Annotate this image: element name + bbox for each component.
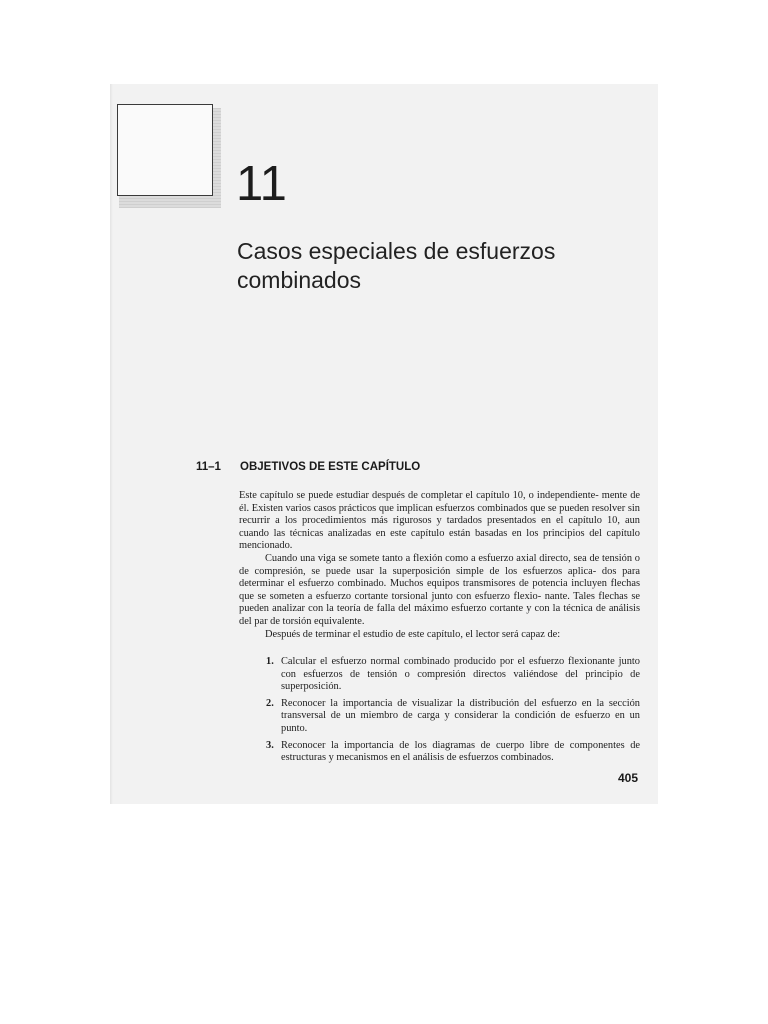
objective-number: 2. (266, 697, 274, 709)
section-heading (196, 461, 420, 473)
chapter-title-line-1: Casos especiales de esfuerzos (237, 238, 556, 264)
chapter-title (237, 237, 637, 295)
chapter-box (117, 104, 213, 196)
page-number: 405 (618, 771, 639, 785)
objective-text: Reconocer la importancia de visualizar la distribución del esfuerzo en la sección transversal de un miembro de carga y considerar la condición de esfuerzo en un punto. (281, 697, 640, 734)
objective-text: Calcular el esfuerzo normal combinado producido por el esfuerzo flexionante junto con esfuerzos de tensión o compresión directos valiéndose del principio de superposición. (281, 656, 640, 693)
objective-number: 3. (266, 739, 274, 751)
objectives-list (239, 656, 640, 769)
section-number: 11–1 (196, 461, 221, 473)
objective-number: 1. (266, 656, 274, 667)
chapter-number: 11 (236, 157, 287, 211)
body-text (239, 490, 640, 641)
objective-item (239, 656, 640, 694)
section-title: OBJETIVOS DE ESTE CAPÍTULO (240, 461, 421, 473)
paragraph-2: Cuando una viga se somete tanto a flexión como a esfuerzo axial directo, sea de tensión o de compresión, se puede usar la superposición simple de los esfuerzos aplica- dos para determinar el esfuerzo combinado. Muchos equipos transmisores de potencia incluyen flechas que se someten a esfuerzo cortante torsional junto con esfuerzo flexio- nante. Tales flechas se pueden analizar con la teoría de falla del máximo esfuerzo cortante y con la técnica de análisis del par de torsión equivalente. (239, 552, 640, 627)
objective-item (239, 698, 640, 736)
chapter-title-line-2: combinados (237, 267, 362, 293)
objective-item (239, 740, 640, 765)
objective-text: Reconocer la importancia de los diagramas de cuerpo libre de componentes de estructuras y mecanismos en el análisis de esfuerzos combinados. (281, 739, 640, 764)
paragraph-1: Este capítulo se puede estudiar después de completar el capítulo 10, o independiente- mente de él. Existen varios casos prácticos que implican esfuerzos combinados que se pueden resolver sin recurrir a los procedimientos más rigurosos y tardados presentados en el capítulo 10, aun cuando las técnicas analizadas en este capítulo están basadas en los principios del capítulo mencionado. (239, 490, 640, 552)
paragraph-3: Después de terminar el estudio de este capítulo, el lector será capaz de: (265, 628, 561, 640)
